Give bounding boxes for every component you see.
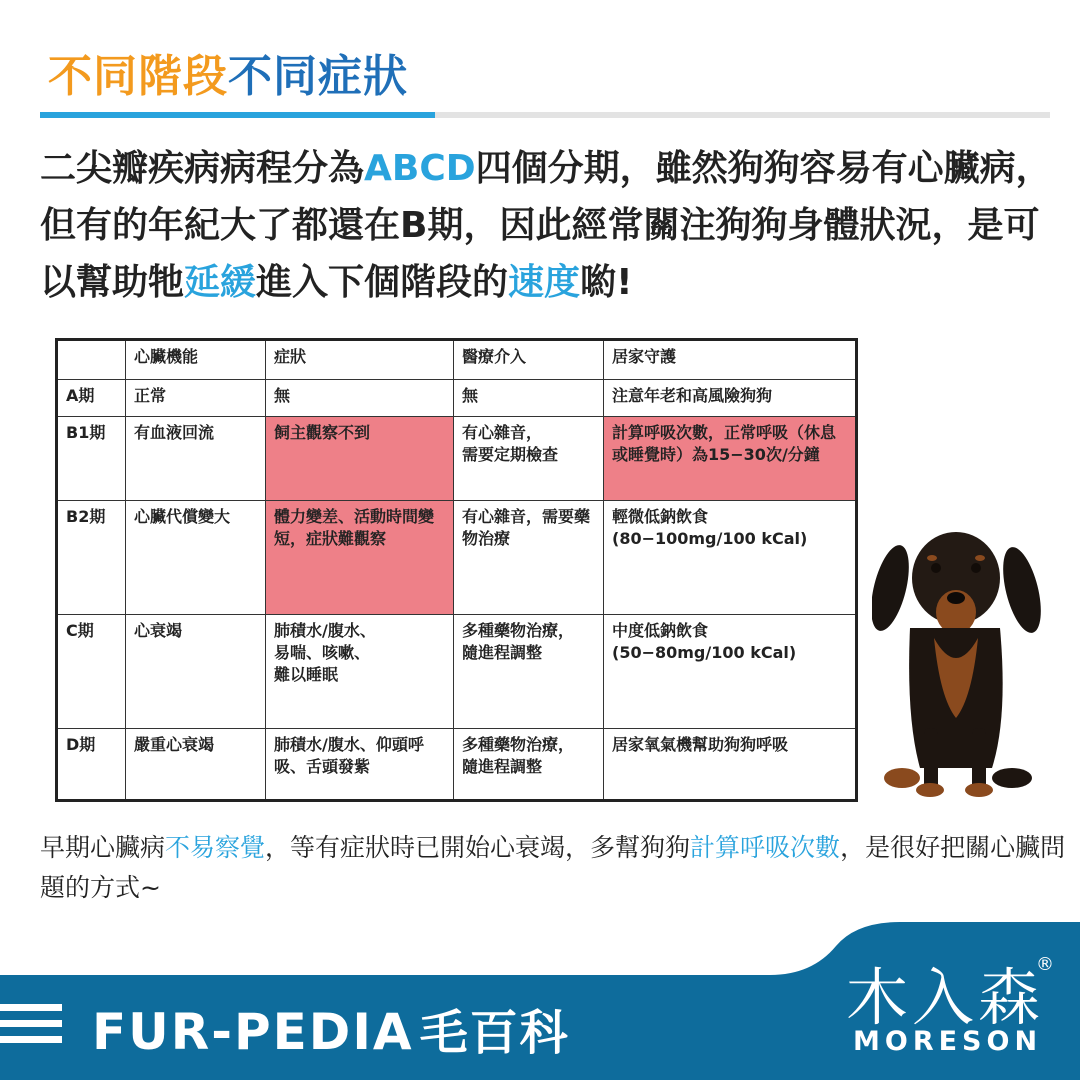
- medical-cell: 無: [454, 380, 604, 417]
- stage-table: [55, 338, 858, 802]
- intro-highlight: 延緩: [184, 262, 257, 303]
- table-row: [57, 380, 857, 417]
- intro-text: 喲!: [580, 262, 633, 303]
- title-underline: [40, 112, 1050, 118]
- home-cell: 輕微低鈉飲食 (80−100mg/100 kCal): [604, 501, 857, 615]
- title-part-2: 不同症狀: [228, 51, 408, 102]
- table-header-row: [57, 340, 857, 380]
- dachshund-image: [872, 528, 1052, 800]
- symptom-cell: 飼主觀察不到: [266, 417, 454, 501]
- table-row: [57, 729, 857, 801]
- home-cell: 中度低鈉飲食 (50−80mg/100 kCal): [604, 615, 857, 729]
- table-row: [57, 615, 857, 729]
- intro-text: 四個分期，雖然狗狗容易有心臟病，但有的年紀大了都還在B期，因此經常關注狗狗身體狀況，是可以幫助牠: [40, 148, 1052, 303]
- symptom-cell: 體力變差、活動時間變短，症狀難觀察: [266, 501, 454, 615]
- brand-cn: 毛百科: [419, 1005, 570, 1061]
- brand-en: FUR-PEDIA: [92, 1003, 414, 1061]
- header-cell: 症狀: [266, 340, 454, 380]
- summary-highlight: 不易察覺: [165, 833, 266, 862]
- title-underline-accent: [40, 112, 435, 118]
- function-cell: 心衰竭: [126, 615, 266, 729]
- intro-text: 二尖瓣疾病病程分為: [40, 148, 365, 189]
- header-cell: 醫療介入: [454, 340, 604, 380]
- summary-text: ，是很好把關心臟問題的方式~: [40, 833, 1066, 902]
- symptom-cell: 肺積水/腹水、仰頭呼吸、舌頭發紫: [266, 729, 454, 801]
- summary-text: ，等有症狀時已開始心衰竭，多幫狗狗: [265, 833, 691, 862]
- medical-cell: 多種藥物治療， 隨進程調整: [454, 729, 604, 801]
- summary-text: 早期心臟病: [40, 833, 166, 862]
- title-part-1: 不同階段: [48, 51, 228, 102]
- table-row: [57, 501, 857, 615]
- logo-english: MORESON: [853, 1026, 1043, 1057]
- logo-chinese: 木入森: [846, 961, 1045, 1034]
- medical-cell: 多種藥物治療， 隨進程調整: [454, 615, 604, 729]
- intro-text: 進入下個階段的: [256, 262, 509, 303]
- stage-cell: B2期: [57, 501, 126, 615]
- stage-cell: A期: [57, 380, 126, 417]
- symptom-cell: 肺積水/腹水、 易喘、咳嗽、 難以睡眠: [266, 615, 454, 729]
- intro-highlight: ABCD: [364, 148, 476, 189]
- table-row: [57, 417, 857, 501]
- header-cell: 心臟機能: [126, 340, 266, 380]
- registered-mark: ®: [1036, 954, 1054, 975]
- function-cell: 正常: [126, 380, 266, 417]
- header-cell: 居家守護: [604, 340, 857, 380]
- home-cell: 計算呼吸次數，正常呼吸（休息或睡覺時）為15−30次/分鐘: [604, 417, 857, 501]
- medical-cell: 有心雜音，需要藥物治療: [454, 501, 604, 615]
- function-cell: 有血液回流: [126, 417, 266, 501]
- function-cell: 嚴重心衰竭: [126, 729, 266, 801]
- menu-lines-icon: [0, 1004, 62, 1050]
- summary-highlight: 計算呼吸次數: [690, 833, 841, 862]
- stage-cell: D期: [57, 729, 126, 801]
- stage-cell: C期: [57, 615, 126, 729]
- summary-paragraph: [40, 828, 1070, 908]
- page-title: [48, 40, 408, 104]
- intro-highlight: 速度: [508, 262, 581, 303]
- medical-cell: 有心雜音， 需要定期檢查: [454, 417, 604, 501]
- header-cell: [57, 340, 126, 380]
- home-cell: 注意年老和高風險狗狗: [604, 380, 857, 417]
- symptom-cell: 無: [266, 380, 454, 417]
- brand-name: [92, 994, 570, 1063]
- home-cell: 居家氧氣機幫助狗狗呼吸: [604, 729, 857, 801]
- stage-cell: B1期: [57, 417, 126, 501]
- intro-paragraph: [40, 140, 1070, 311]
- function-cell: 心臟代償變大: [126, 501, 266, 615]
